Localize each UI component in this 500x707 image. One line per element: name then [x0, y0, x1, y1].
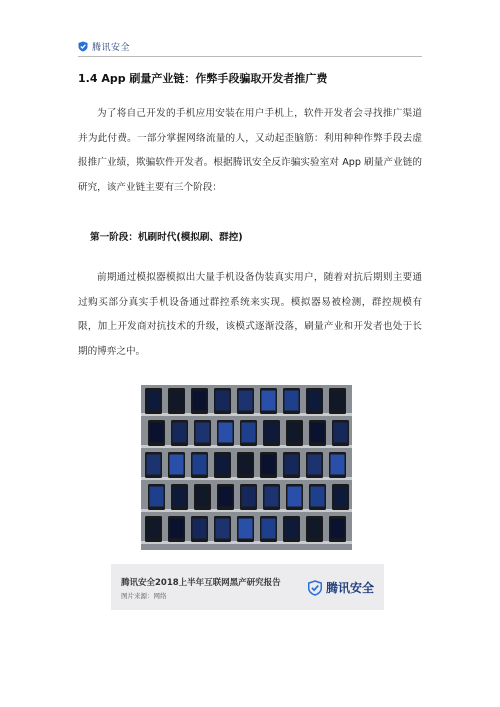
phone-screen	[242, 487, 256, 507]
phone-screen	[265, 487, 279, 507]
phone-screen	[196, 487, 210, 507]
phone-screen	[193, 391, 207, 411]
phone-screen	[173, 487, 187, 507]
phone-screen	[193, 455, 207, 475]
stage-one-heading: 第一阶段：机刷时代(模拟刷、群控)	[90, 232, 243, 243]
phone-screen	[331, 455, 345, 475]
shield-icon	[308, 580, 322, 596]
phone-screen	[311, 487, 325, 507]
phone-screen	[147, 391, 161, 411]
phone-screen	[285, 391, 299, 411]
phone-screen	[265, 423, 279, 443]
phone-screen	[173, 423, 187, 443]
phone-screen	[147, 519, 161, 539]
phone-screen	[242, 423, 256, 443]
phone-farm-photo	[141, 385, 352, 550]
phone-screen	[308, 519, 322, 539]
phone-screen	[239, 519, 253, 539]
stage-one-paragraph: 前期通过模拟器模拟出大量手机设备伪装真实用户，随着对抗后期则主要通过购买部分真实手机设备通过群控系统来实现。模拟器易被检测，群控规模有限，加上开发商对抗技术的升级，该模式逐渐没落，刷量产业和开发者也处于长期的博弈之中。	[78, 272, 422, 357]
phone-screen	[331, 519, 345, 539]
phone-screen	[219, 423, 233, 443]
phone-screen	[239, 391, 253, 411]
phone-screen	[239, 455, 253, 475]
phone-screen	[216, 455, 230, 475]
phone-screen	[334, 423, 348, 443]
phone-screen	[150, 487, 164, 507]
report-title: 腾讯安全2018上半年互联网黑产研究报告	[121, 578, 281, 588]
phone-screen	[262, 519, 276, 539]
page-header	[78, 39, 130, 53]
header-divider	[78, 56, 422, 57]
phone-screen	[331, 391, 345, 411]
phone-screen	[193, 519, 207, 539]
phone-screen	[170, 455, 184, 475]
phone-screen	[308, 455, 322, 475]
phone-screen	[262, 455, 276, 475]
phone-screen	[170, 519, 184, 539]
figure-caption-bar	[111, 564, 384, 610]
phone-screen	[308, 391, 322, 411]
phone-screen	[285, 455, 299, 475]
phone-screen	[334, 487, 348, 507]
phone-screen	[311, 423, 325, 443]
header-brand: 腾讯安全	[92, 42, 131, 53]
phone-screen	[216, 519, 230, 539]
phone-screen	[262, 391, 276, 411]
phone-screen	[196, 423, 210, 443]
phone-screen	[288, 423, 302, 443]
phone-screen	[285, 519, 299, 539]
phone-screen	[170, 391, 184, 411]
phone-screen	[147, 455, 161, 475]
phone-screen	[150, 423, 164, 443]
image-source: 图片来源：网络	[121, 592, 167, 600]
section-title: 1.4 App 刷量产业链：作弊手段骗取开发者推广费	[78, 72, 328, 85]
phone-screen	[288, 487, 302, 507]
phone-screen	[219, 487, 233, 507]
caption-logo-text: 腾讯安全	[325, 581, 374, 595]
caption-logo	[308, 579, 374, 596]
shield-icon	[78, 41, 88, 52]
intro-paragraph: 为了将自己开发的手机应用安装在用户手机上，软件开发者会寻找推广渠道并为此付费。一部分掌握网络流量的人，又动起歪脑筋：利用种种作弊手段去虚报推广业绩，欺骗软件开发者。根据腾讯安全反诈骗实验室对 App 刷量产业链的研究，该产业链主要有三个阶段：	[78, 108, 422, 193]
phone-screen	[216, 391, 230, 411]
